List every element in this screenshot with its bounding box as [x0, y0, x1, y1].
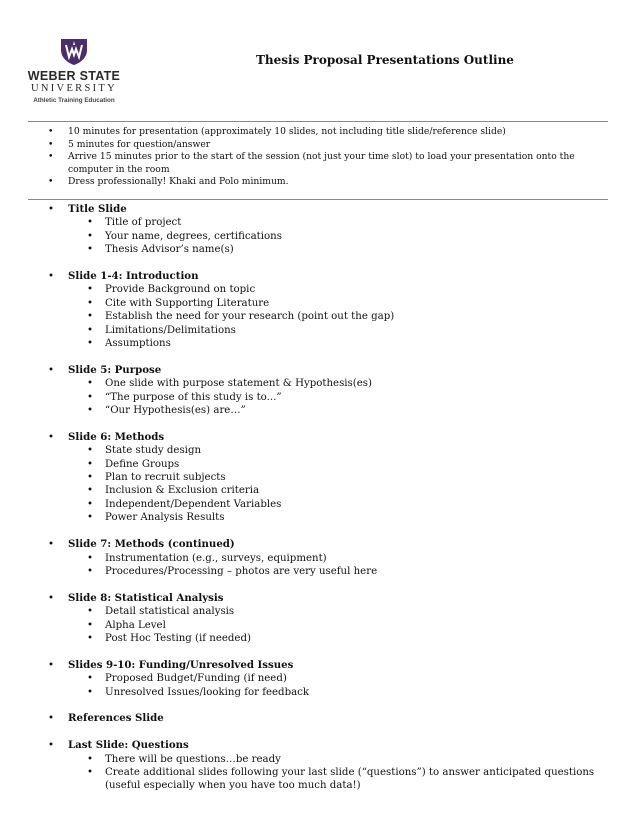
- bullet-icon: •: [87, 297, 94, 309]
- section-item-text: State study design: [105, 445, 202, 457]
- bullet-icon: •: [87, 284, 94, 296]
- bullet-icon: •: [48, 431, 55, 443]
- outline-section: [48, 739, 610, 793]
- section-item-text: Independent/Dependent Variables: [105, 498, 282, 510]
- section-item-text: Define Groups: [105, 458, 180, 470]
- guideline-text: 5 minutes for question/answer: [68, 138, 211, 150]
- section-item: [48, 686, 610, 699]
- bullet-icon: •: [48, 271, 55, 283]
- bullet-icon: •: [87, 311, 94, 323]
- presentation-guidelines: [48, 126, 610, 189]
- bullet-icon: •: [48, 740, 55, 752]
- section-item-text: There will be questions…be ready: [105, 753, 281, 765]
- section-item-text: Detail statistical analysis: [105, 606, 235, 618]
- bullet-icon: •: [87, 552, 94, 564]
- section-item: [48, 377, 610, 390]
- bullet-icon: •: [87, 324, 94, 336]
- bullet-icon: •: [48, 126, 54, 137]
- outline-section: [48, 659, 610, 699]
- outline-section: [48, 592, 610, 646]
- section-item-text: Instrumentation (e.g., surveys, equipment): [105, 552, 327, 564]
- section-heading: [48, 203, 610, 216]
- section-item-text: “Our Hypothesis(es) are…”: [105, 405, 246, 417]
- section-title: Slide 5: Purpose: [68, 363, 162, 376]
- section-item-text: Create additional slides following your last slide (“questions”) to answer anticipated questions (useful especially when you have too much data!): [105, 766, 595, 792]
- bullet-icon: •: [48, 659, 55, 671]
- section-title: Last Slide: Questions: [68, 739, 189, 752]
- logo-line-university: UNIVERSITY: [31, 83, 117, 94]
- section-heading: [48, 270, 610, 283]
- bullet-icon: •: [87, 512, 94, 524]
- section-item: [48, 766, 610, 793]
- bullet-icon: •: [48, 151, 54, 162]
- section-item-text: Plan to recruit subjects: [105, 472, 226, 484]
- bullet-icon: •: [87, 445, 94, 457]
- bullet-icon: •: [48, 204, 55, 215]
- section-item-text: Cite with Supporting Literature: [105, 297, 270, 309]
- section-item: [48, 565, 610, 578]
- section-item: [48, 404, 610, 417]
- section-title: Slide 6: Methods: [68, 430, 165, 443]
- section-item: [48, 391, 610, 404]
- section-item-text: “The purpose of this study is to...”: [105, 391, 282, 403]
- bullet-icon: •: [48, 176, 54, 187]
- shield-icon: [59, 38, 89, 66]
- section-item-text: Unresolved Issues/looking for feedback: [105, 686, 310, 698]
- bullet-icon: •: [87, 405, 94, 417]
- section-item-text: Assumptions: [105, 338, 171, 350]
- bullet-icon: •: [48, 539, 55, 551]
- section-heading: [48, 712, 610, 725]
- section-title: Title Slide: [68, 203, 127, 215]
- document-title: Thesis Proposal Presentations Outline: [256, 53, 514, 67]
- bullet-icon: •: [87, 673, 94, 685]
- bullet-icon: •: [87, 753, 94, 765]
- section-item: [48, 552, 610, 565]
- guideline-text: 10 minutes for presentation (approximately 10 slides, not including title slide/reference slide): [68, 126, 506, 137]
- outline-section: [48, 538, 610, 578]
- section-item: [48, 632, 610, 645]
- section-item-text: Thesis Advisor’s name(s): [105, 244, 234, 256]
- bullet-icon: •: [87, 217, 94, 229]
- guideline-text: Arrive 15 minutes prior to the start of the session (not just your time slot) to load your presentation onto the computer in the room: [68, 151, 575, 175]
- bullet-icon: •: [87, 565, 94, 577]
- section-heading: [48, 364, 610, 377]
- section-title: References Slide: [68, 712, 164, 725]
- section-item: [48, 471, 610, 484]
- section-item-text: Post Hoc Testing (if needed): [105, 632, 251, 644]
- section-title: Slide 8: Statistical Analysis: [68, 591, 224, 604]
- section-item: [48, 753, 610, 766]
- section-item: [48, 310, 610, 323]
- section-title: Slides 9-10: Funding/Unresolved Issues: [68, 658, 294, 671]
- bullet-icon: •: [87, 632, 94, 644]
- section-item: [48, 283, 610, 296]
- section-item-text: Power Analysis Results: [105, 512, 225, 524]
- bullet-icon: •: [87, 498, 94, 510]
- section-heading: [48, 739, 610, 752]
- section-item: [48, 216, 610, 229]
- outline-section: [48, 364, 610, 418]
- section-item-text: Alpha Level: [105, 619, 166, 631]
- outline-section: [48, 203, 610, 257]
- bullet-icon: •: [87, 619, 94, 631]
- guideline-item: [48, 139, 610, 152]
- bullet-icon: •: [87, 458, 94, 470]
- section-title: Slide 1-4: Introduction: [68, 270, 199, 283]
- section-item-text: Inclusion & Exclusion criteria: [105, 485, 260, 497]
- section-item: [48, 672, 610, 685]
- outline-section: [48, 270, 610, 350]
- section-heading: [48, 659, 610, 672]
- section-item: [48, 498, 610, 511]
- guideline-item: [48, 176, 610, 189]
- guideline-item: [48, 151, 610, 176]
- logo-line-program: Athletic Training Education: [33, 97, 115, 104]
- section-item: [48, 297, 610, 310]
- section-item: [48, 337, 610, 350]
- guideline-text: Dress professionally! Khaki and Polo minimum.: [68, 176, 289, 187]
- section-item: [48, 458, 610, 471]
- slide-outline: [48, 203, 610, 806]
- section-item-text: Your name, degrees, certifications: [105, 230, 282, 242]
- bullet-icon: •: [48, 713, 55, 725]
- section-item: [48, 230, 610, 243]
- bullet-icon: •: [87, 766, 94, 778]
- section-item: [48, 484, 610, 497]
- section-item: [48, 619, 610, 632]
- section-item: [48, 444, 610, 457]
- section-item: [48, 324, 610, 337]
- bullet-icon: •: [87, 391, 94, 403]
- section-item-text: Provide Background on topic: [105, 284, 256, 296]
- bullet-icon: •: [87, 378, 94, 390]
- bullet-icon: •: [87, 485, 94, 497]
- section-item-text: One slide with purpose statement & Hypothesis(es): [105, 378, 372, 390]
- section-item-text: Title of project: [105, 217, 182, 229]
- section-item-text: Limitations/Delimitations: [105, 324, 236, 336]
- section-heading: [48, 431, 610, 444]
- section-item-text: Procedures/Processing – photos are very useful here: [105, 565, 378, 577]
- section-heading: [48, 538, 610, 551]
- divider-bottom: [28, 199, 608, 200]
- divider-top: [28, 121, 608, 122]
- bullet-icon: •: [87, 338, 94, 350]
- outline-section: [48, 431, 610, 525]
- bullet-icon: •: [48, 364, 55, 376]
- bullet-icon: •: [48, 138, 54, 150]
- university-logo: [26, 38, 122, 105]
- section-title: Slide 7: Methods (continued): [68, 538, 235, 551]
- bullet-icon: •: [87, 244, 94, 256]
- bullet-icon: •: [87, 606, 94, 618]
- section-item-text: Establish the need for your research (point out the gap): [105, 311, 395, 323]
- section-item: [48, 605, 610, 618]
- bullet-icon: •: [87, 686, 94, 698]
- outline-section: [48, 712, 610, 725]
- section-heading: [48, 592, 610, 605]
- guideline-item: [48, 126, 610, 139]
- section-item: [48, 511, 610, 524]
- section-item: [48, 243, 610, 256]
- bullet-icon: •: [87, 472, 94, 484]
- section-item-text: Proposed Budget/Funding (if need): [105, 673, 287, 685]
- bullet-icon: •: [48, 592, 55, 604]
- bullet-icon: •: [87, 230, 94, 242]
- logo-line-weber-state: WEBER STATE: [27, 69, 121, 83]
